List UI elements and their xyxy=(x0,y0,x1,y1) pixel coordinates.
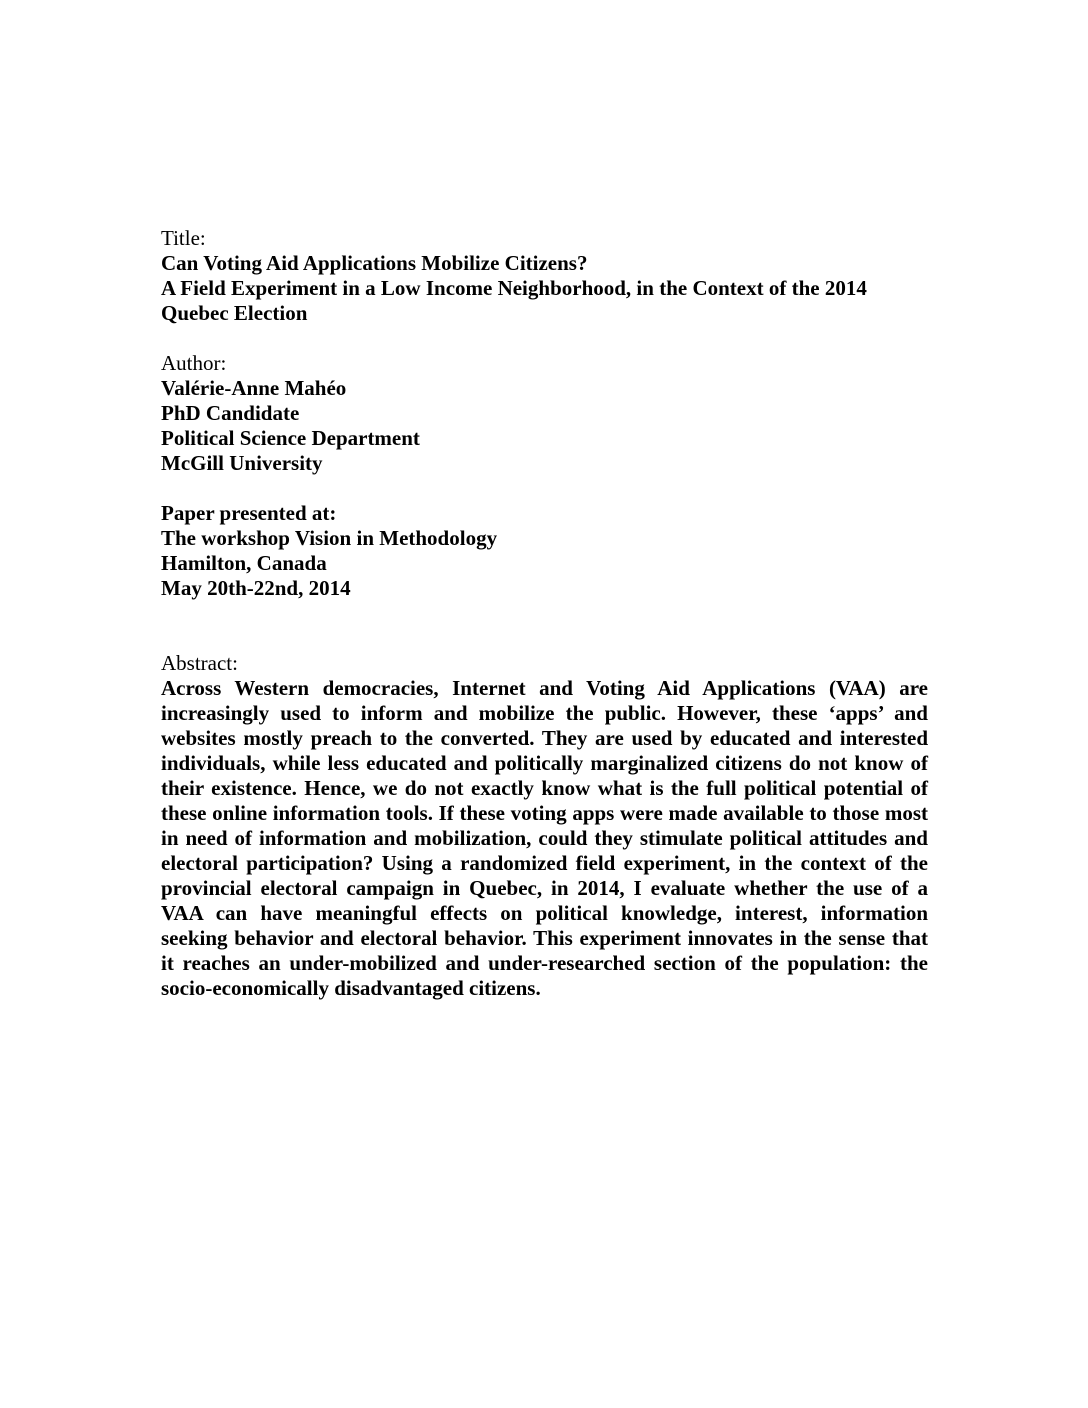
author-name: Valérie-Anne Mahéo xyxy=(161,376,347,400)
presentation-venue: The workshop Vision in Methodology xyxy=(161,526,498,550)
paper-title-line1: Can Voting Aid Applications Mobilize Citizens? xyxy=(161,251,588,275)
title-section xyxy=(161,226,928,326)
abstract-label: Abstract: xyxy=(161,651,238,675)
paper-title-line2: A Field Experiment in a Low Income Neighborhood, in the Context of the 2014 Quebec Election xyxy=(161,276,867,325)
author-position: PhD Candidate xyxy=(161,401,300,425)
presentation-label: Paper presented at: xyxy=(161,501,337,525)
author-section xyxy=(161,351,928,476)
abstract-body: Across Western democracies, Internet and Voting Aid Applications (VAA) are increasingly used to inform and mobilize the public. However, these ‘apps’ and websites mostly preach to the converted. They are used by educated and interested individuals, while less educated and politically marginalized citizens do not know of their existence. Hence, we do not exactly know what is the full political potential of these online information tools. If these voting apps were made available to those most in need of information and mobilization, could they stimulate political attitudes and electoral participation? Using a randomized field experiment, in the context of the provincial electoral campaign in Quebec, in 2014, I evaluate whether the use of a VAA can have meaningful effects on political knowledge, interest, information seeking behavior and electoral behavior. This experiment innovates in the sense that it reaches an under-mobilized and under-researched section of the population: the socio-economically disadvantaged citizens. xyxy=(161,676,928,1000)
author-department: Political Science Department xyxy=(161,426,420,450)
presentation-section xyxy=(161,501,928,601)
presentation-date: May 20th-22nd, 2014 xyxy=(161,576,351,600)
title-label: Title: xyxy=(161,226,206,250)
presentation-location: Hamilton, Canada xyxy=(161,551,327,575)
author-university: McGill University xyxy=(161,451,323,475)
abstract-section xyxy=(161,651,928,1001)
author-label: Author: xyxy=(161,351,227,375)
